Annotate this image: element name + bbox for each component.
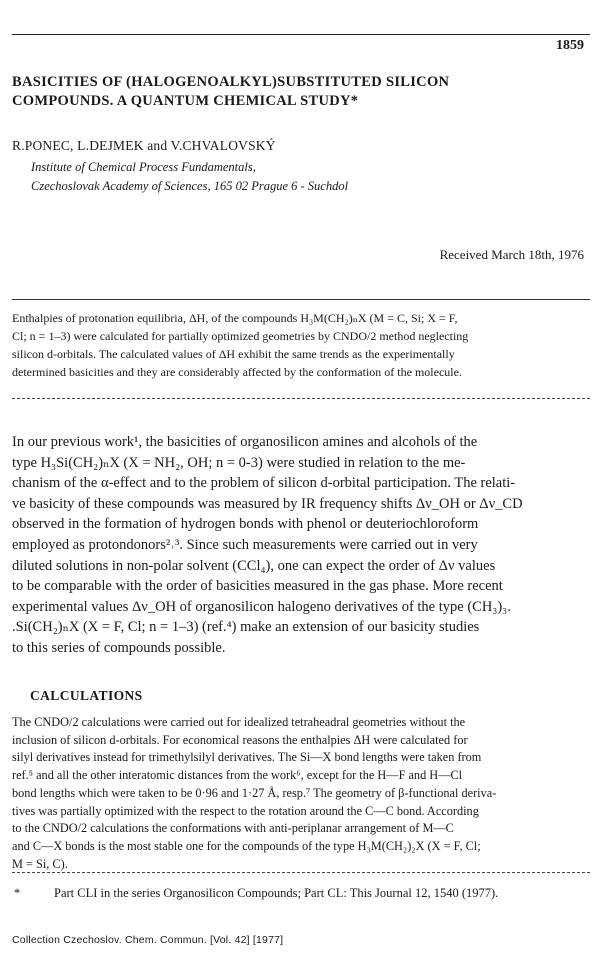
- footnote-text: Part CLI in the series Organosilicon Compounds; Part CL: This Journal 12, 1540 (1977).: [54, 886, 499, 900]
- body-line: In our previous work¹, the basicities of organosilicon amines and alcohols of the: [12, 434, 478, 450]
- article-title: [12, 73, 572, 111]
- calc-line: M = Si, C).: [12, 856, 68, 871]
- body-line: chanism of the α-effect and to the problem of silicon d-orbital participation. The relati-: [12, 475, 516, 492]
- author-list: R.PONEC, L.DEJMEK and V.CHVALOVSKÝ: [12, 138, 276, 153]
- footnote-marker: *: [14, 886, 21, 900]
- affiliation-line: Institute of Chemical Process Fundamentals,: [31, 160, 256, 174]
- calc-line: to the CNDO/2 calculations the conformations with anti-periplanar arrangement of M—C: [12, 821, 454, 836]
- body-line: employed as protondonors²˒³. Since such measurements were carried out in very: [12, 536, 478, 553]
- calc-line: and C—X bonds is the most stable one for the compounds of the type H₃M(CH₂)₂X (X = F, Cl;: [12, 838, 481, 853]
- section-heading-calculations: CALCULATIONS: [30, 688, 143, 703]
- abstract-bottom-rule: [12, 398, 590, 399]
- body-line: type H₃Si(CH₂)ₙX (X = NH₂, OH; n = 0-3) were studied in relation to the me-: [12, 454, 466, 471]
- abstract-line: Cl; n = 1–3) were calculated for partially optimized geometries by CNDO/2 method neglecting: [12, 329, 469, 343]
- abstract: [12, 309, 588, 381]
- abstract-top-rule: [12, 299, 590, 300]
- body-line: to be comparable with the order of basicities measured in the gas phase. More recent: [12, 578, 503, 595]
- calc-line: tives was partially optimized with the respect to the rotation around the C—C bond. According: [12, 803, 479, 818]
- header-rule: [12, 34, 590, 35]
- received-date: Received March 18th, 1976: [439, 247, 584, 262]
- abstract-line: silicon d-orbitals. The calculated values of ΔH exhibit the same trends as the experimentally: [12, 347, 455, 361]
- page-number: 1859: [556, 38, 584, 53]
- calc-line: bond lengths which were taken to be 0·96 and 1·27 Å, resp.⁷ The geometry of β-functional deriva-: [12, 785, 497, 800]
- calc-line: silyl derivatives instead for trimethylsilyl derivatives. The Si—X bond lengths were taken from: [12, 750, 482, 765]
- title-line: COMPOUNDS. A QUANTUM CHEMICAL STUDY*: [12, 93, 359, 109]
- body-line: ve basicity of these compounds was measured by IR frequency shifts Δν_OH or Δν_CD: [12, 495, 523, 512]
- journal-footer: Collection Czechoslov. Chem. Commun. [Vol. 42] [1977]: [12, 934, 284, 946]
- footnote-rule: [12, 872, 590, 873]
- calc-line: ref.⁵ and all the other interatomic distances from the work⁶, except for the H—F and H—Cl: [12, 768, 463, 783]
- body-line: experimental values Δν_OH of organosilicon halogeno derivatives of the type (CH₃)₃.: [12, 598, 511, 615]
- abstract-line: determined basicities and they are considerably affected by the conformation of the molecule.: [12, 365, 462, 379]
- calc-line: inclusion of silicon d-orbitals. For economical reasons the enthalpies ΔH were calculated for: [12, 732, 468, 747]
- calc-line: The CNDO/2 calculations were carried out for idealized tetraheadral geometries without the: [12, 715, 466, 729]
- introduction-paragraph: [12, 432, 590, 659]
- body-line: observed in the formation of hydrogen bonds with phenol or deuteriochloroform: [12, 516, 479, 533]
- title-line: BASICITIES OF (HALOGENOALKYL)SUBSTITUTED SILICON: [12, 74, 450, 90]
- abstract-line: Enthalpies of protonation equilibria, ΔH, of the compounds H₃M(CH₂)ₙX (M = C, Si; X = F,: [12, 311, 458, 325]
- footnote: [14, 886, 498, 901]
- body-line: .Si(CH₂)ₙX (X = F, Cl; n = 1–3) (ref.⁴) make an extension of our basicity studies: [12, 619, 480, 636]
- calculations-paragraph: [12, 714, 590, 873]
- affiliation-line: Czechoslovak Academy of Sciences, 165 02 Prague 6 - Suchdol: [31, 179, 349, 193]
- body-line: diluted solutions in non-polar solvent (CCl₄), one can expect the order of Δν values: [12, 557, 496, 574]
- body-line: to this series of compounds possible.: [12, 639, 226, 656]
